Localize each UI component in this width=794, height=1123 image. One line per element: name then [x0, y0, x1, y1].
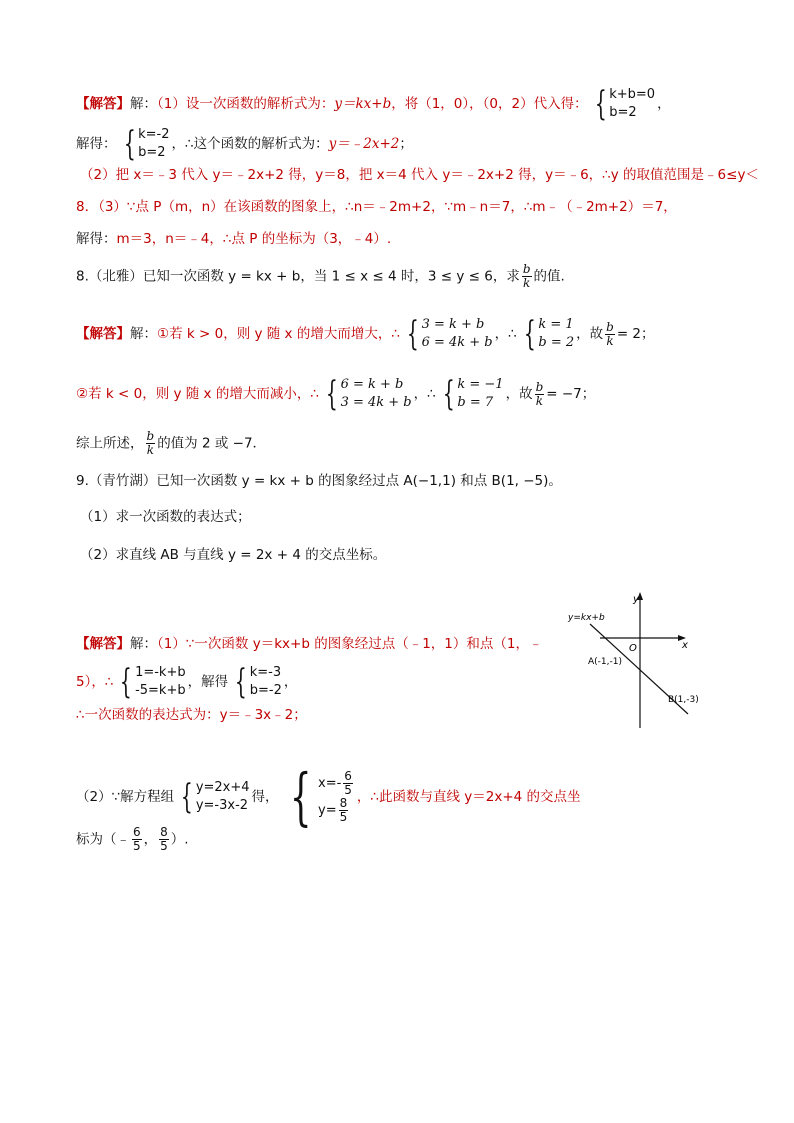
equation-system: { k+b=0 b=2 [594, 84, 656, 124]
p8-case-1: 【解答】解：①若 k > 0，则 y 随 x 的增大而增大，∴ { 3 = k + b 6 = 4k + b ，∴ { k = 1 b = 2 ，故 $\frac{b}{k}$ = 2； [76, 314, 655, 354]
p8-summary: 综上所述， $\frac{b}{k}$ 的值为 2 或 −7． [76, 429, 267, 457]
p7-line-4: 8．（3）∵点 P（m，n）在该函数的图象上，∴n＝﹣2m+2，∵m﹣n＝7，∴m﹣（﹣2m+2）＝7， [76, 199, 677, 215]
point-b-label: B(1,-3) [668, 695, 699, 705]
fraction: $\frac{b}{k}$ [522, 262, 531, 290]
p8-question: 8.（北雅）已知一次函数 y = kx + b，当 1 ≤ x ≤ 4 时，3 ≤ y ≤ 6，求 $\frac{b}{k}$ 的值. [76, 262, 565, 290]
point-a-label: A(-1,-1) [588, 657, 622, 667]
equation-system: { k = −1 b = 7 [442, 374, 504, 414]
p9-sub-1: （1）求一次函数的表达式； [80, 509, 251, 525]
p9-sub-2: （2）求直线 AB 与直线 y = 2x + 4 的交点坐标。 [80, 547, 387, 563]
p9-answer-line-3: ∴一次函数的表达式为：y＝﹣3x﹣2； [76, 707, 307, 723]
equation-system: { k=-2 b=2 [123, 124, 170, 164]
fraction: $\frac{b}{k}$ [606, 319, 614, 348]
p7-line-5: 解得：m＝3，n＝﹣4，∴点 P 的坐标为（3，﹣4）. [76, 231, 392, 247]
equation-system: { 1=-k+b -5=k+b [120, 662, 186, 702]
line-graph-figure [560, 592, 720, 732]
p9-answer-line-4: （2）∵解方程组 { y=2x+4 y=-3x-2 得， { x=- $\frac{6}{5}$ y= $\frac{8}{5}$ ，∴此函数与直线 y＝2x+4 的交点坐 [76, 760, 581, 833]
p9-answer-line-5: 标为（﹣ $\frac{6}{5}$ ， $\frac{8}{5}$ ）. [76, 825, 189, 853]
equation-system: { k=-3 b=-2 [234, 662, 282, 702]
p9-answer-line-1: 【解答】解：（1）∵一次函数 y＝kx+b 的图象经过点（﹣1，1）和点（1，﹣ [76, 636, 543, 652]
equation-system: { 3 = k + b 6 = 4k + b [406, 314, 493, 354]
p8-case-2: ②若 k < 0，则 y 随 x 的增大而减小，∴ { 6 = k + b 3 = 4k + b ，∴ { k = −1 b = 7 ，故 $\frac{b}{k}$ = −7； [76, 374, 596, 414]
y-axis-label: y [633, 594, 639, 605]
equation-system: { y=2x+4 y=-3x-2 [181, 777, 250, 817]
origin-label: O [629, 643, 637, 654]
equation-system: { 6 = k + b 3 = 4k + b [325, 374, 412, 414]
fraction: $\frac{b}{k}$ [146, 429, 155, 457]
p9-question: 9.（青竹湖）已知一次函数 y = kx + b 的图象经过点 A(−1,1) 和点 B(1, −5)。 [76, 473, 562, 489]
x-axis-label: x [682, 640, 688, 651]
p7-line-3: （2）把 x＝﹣3 代入 y＝﹣2x+2 得，y＝8，把 x＝4 代入 y＝﹣2x+2 得，y＝﹣6，∴y 的取值范围是﹣6≤y＜ [80, 167, 759, 183]
p9-answer-line-2: 5），∴ { 1=-k+b -5=k+b ，解得 { k=-3 b=-2 ， [76, 662, 298, 702]
p7-line-1: 【解答】解：（1）设一次函数的解析式为：y＝kx+b，将（1，0），（0，2）代入得： { k+b=0 b=2 ， [76, 84, 671, 124]
equation-system: { x=- $\frac{6}{5}$ y= $\frac{8}{5}$ [289, 760, 352, 833]
answer-label: 【解答】 [76, 636, 130, 652]
answer-label: 【解答】 [76, 96, 130, 112]
fraction: $\frac{b}{k}$ [535, 379, 544, 408]
line-label: y=kx+b [568, 613, 605, 623]
fraction: $\frac{6}{5}$ [133, 825, 141, 853]
p7-line-2: 解得： { k=-2 b=2 ，∴这个函数的解析式为：y＝﹣2x+2； [76, 124, 413, 164]
equation-system: { k = 1 b = 2 [523, 314, 575, 354]
fraction: $\frac{8}{5}$ [160, 825, 168, 853]
answer-label: 【解答】 [76, 326, 130, 342]
